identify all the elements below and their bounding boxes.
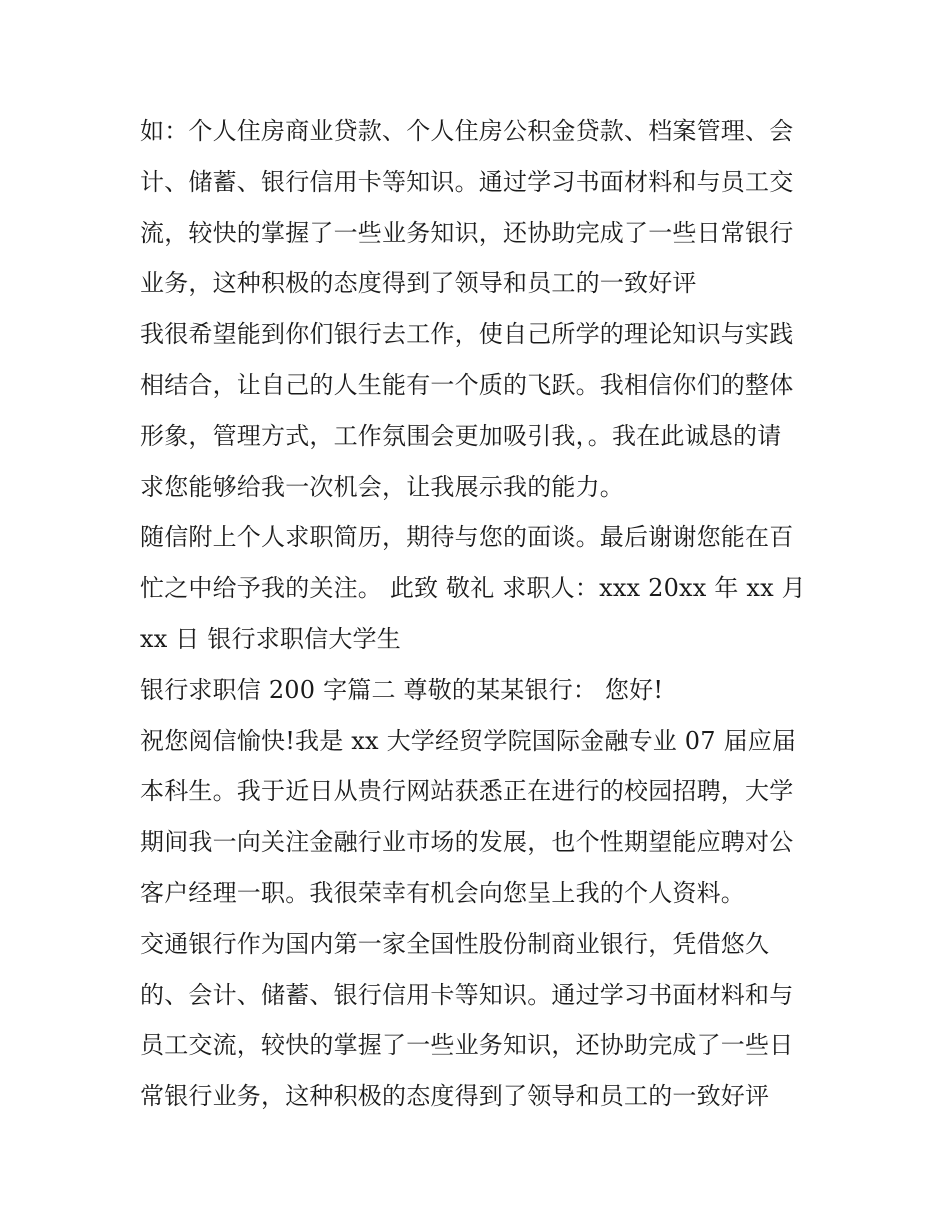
text-line-11: xx 日 银行求职信大学生 [140,624,401,653]
text-line-15: 期间我一向关注金融行业市场的发展，也个性期望能应聘对公 [140,828,794,857]
text-line-16: 客户经理一职。我很荣幸有机会向您呈上我的个人资料。 [140,878,745,907]
text-line-2: 计、储蓄、银行信用卡等知识。通过学习书面材料和与员工交 [140,167,794,196]
text-line-12: 银行求职信 200 字篇二 尊敬的某某银行： 您好! [140,675,664,704]
document-body [140,106,820,1122]
text-line-8: 求您能够给我一次机会，让我展示我的能力。 [140,472,624,501]
text-line-18: 的、会计、储蓄、银行信用卡等知识。通过学习书面材料和与 [140,980,794,1009]
text-line-5: 我很希望能到你们银行去工作，使自己所学的理论知识与实践 [140,320,794,349]
text-line-3: 流，较快的掌握了一些业务知识，还协助完成了一些日常银行 [140,218,794,247]
text-line-20: 常银行业务，这种积极的态度得到了领导和员工的一致好评 [140,1082,770,1111]
text-line-10: 忙之中给予我的关注。 此致 敬礼 求职人：xxx 20xx 年 xx 月 [140,574,806,603]
text-line-13: 祝您阅信愉快!我是 xx 大学经贸学院国际金融专业 07 届应届 [140,726,797,755]
text-line-9: 随信附上个人求职简历，期待与您的面谈。最后谢谢您能在百 [140,523,794,552]
text-line-17: 交通银行作为国内第一家全国性股份制商业银行，凭借悠久 [140,929,770,958]
text-line-4: 业务，这种积极的态度得到了领导和员工的一致好评 [140,269,697,298]
text-line-7: 形象，管理方式，工作氛围会更加吸引我，。我在此诚恳的请 [140,421,782,450]
text-line-6: 相结合，让自己的人生能有一个质的飞跃。我相信你们的整体 [140,370,794,399]
text-line-19: 员工交流，较快的掌握了一些业务知识，还协助完成了一些日 [140,1031,794,1060]
text-line-14: 本科生。我于近日从贵行网站获悉正在进行的校园招聘，大学 [140,777,794,806]
text-line-1: 如：个人住房商业贷款、个人住房公积金贷款、档案管理、会 [140,117,794,145]
